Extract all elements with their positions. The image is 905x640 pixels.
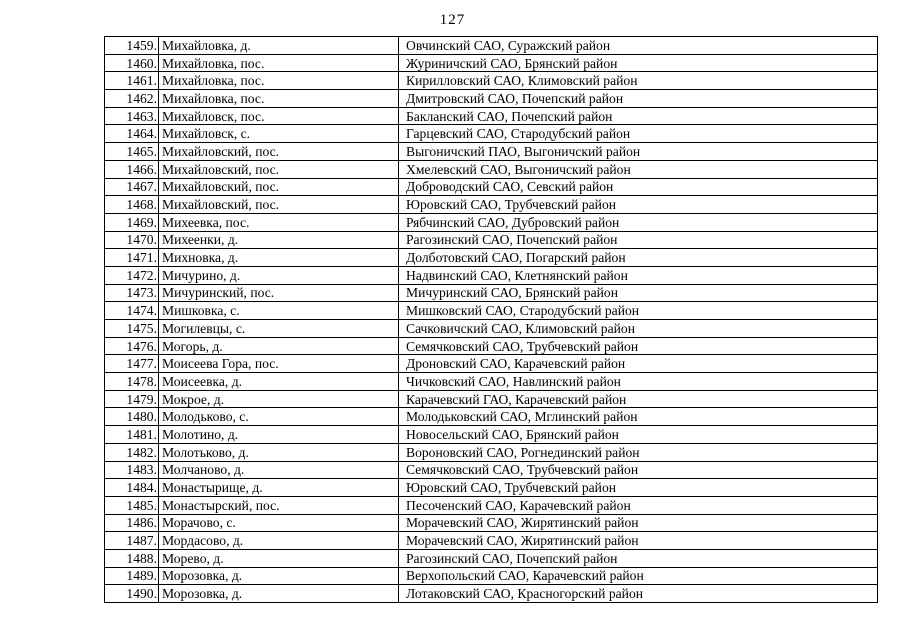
table-row [105,90,878,108]
row-number: 1465. [105,143,159,161]
row-number: 1473. [105,284,159,302]
administration-district: Надвинский САО, Клетнянский район [399,266,878,284]
administration-district: Лотаковский САО, Красногорский район [399,585,878,603]
row-number: 1468. [105,196,159,214]
settlement-name: Михайловка, д. [159,37,399,55]
settlement-name: Михайловск, с. [159,125,399,143]
row-number: 1487. [105,532,159,550]
settlement-name: Морево, д. [159,549,399,567]
administration-district: Молодьковский САО, Мглинский район [399,408,878,426]
table-row [105,479,878,497]
table-row [105,443,878,461]
settlement-name: Морачово, с. [159,514,399,532]
settlement-name: Молотино, д. [159,426,399,444]
table-row [105,532,878,550]
table-row [105,408,878,426]
row-number: 1481. [105,426,159,444]
settlement-name: Мордасово, д. [159,532,399,550]
settlement-name: Михайловский, пос. [159,178,399,196]
row-number: 1469. [105,213,159,231]
row-number: 1479. [105,390,159,408]
table-row [105,266,878,284]
administration-district: Овчинский САО, Суражский район [399,37,878,55]
table-row [105,196,878,214]
settlement-name: Монастырище, д. [159,479,399,497]
administration-district: Рагозинский САО, Почепский район [399,231,878,249]
settlement-name: Могилевцы, с. [159,320,399,338]
administration-district: Мичуринский САО, Брянский район [399,284,878,302]
administration-district: Дмитровский САО, Почепский район [399,90,878,108]
administration-district: Сачковичский САО, Климовский район [399,320,878,338]
table-row [105,390,878,408]
administration-district: Хмелевский САО, Выгоничский район [399,160,878,178]
row-number: 1459. [105,37,159,55]
table-row [105,107,878,125]
table-row [105,514,878,532]
settlement-name: Морозовка, д. [159,585,399,603]
administration-district: Юровский САО, Трубчевский район [399,479,878,497]
settlement-name: Михайловка, пос. [159,72,399,90]
settlement-name: Монастырский, пос. [159,496,399,514]
table-row [105,72,878,90]
table-row [105,178,878,196]
table-row [105,125,878,143]
settlement-name: Моисеева Гора, пос. [159,355,399,373]
table-row [105,461,878,479]
administration-district: Вороновский САО, Рогнединский район [399,443,878,461]
row-number: 1470. [105,231,159,249]
table-row [105,355,878,373]
settlement-name: Михайловский, пос. [159,196,399,214]
settlement-name: Мокрое, д. [159,390,399,408]
settlement-name: Михайловка, пос. [159,54,399,72]
table-row [105,284,878,302]
administration-district: Морачевский САО, Жирятинский район [399,514,878,532]
settlement-name: Михайловка, пос. [159,90,399,108]
administration-district: Журиничский САО, Брянский район [399,54,878,72]
settlement-name: Молчаново, д. [159,461,399,479]
table-row [105,54,878,72]
row-number: 1484. [105,479,159,497]
settlement-name: Молодьково, с. [159,408,399,426]
settlement-name: Мишковка, с. [159,302,399,320]
table-row [105,337,878,355]
table-row [105,567,878,585]
row-number: 1463. [105,107,159,125]
table-row [105,496,878,514]
table-row [105,373,878,391]
table-row [105,320,878,338]
administration-district: Бакланский САО, Почепский район [399,107,878,125]
row-number: 1482. [105,443,159,461]
administration-district: Выгоничский ПАО, Выгоничский район [399,143,878,161]
row-number: 1488. [105,549,159,567]
row-number: 1478. [105,373,159,391]
administration-district: Рагозинский САО, Почепский район [399,549,878,567]
table-row [105,249,878,267]
row-number: 1471. [105,249,159,267]
administration-district: Долботовский САО, Погарский район [399,249,878,267]
settlement-name: Михновка, д. [159,249,399,267]
administration-district: Рябчинский САО, Дубровский район [399,213,878,231]
table-row [105,160,878,178]
table-row [105,37,878,55]
table-row [105,143,878,161]
administration-district: Доброводский САО, Севский район [399,178,878,196]
administration-district: Морачевский САО, Жирятинский район [399,532,878,550]
administration-district: Новосельский САО, Брянский район [399,426,878,444]
row-number: 1489. [105,567,159,585]
settlement-name: Михайловский, пос. [159,143,399,161]
administration-district: Мишковский САО, Стародубский район [399,302,878,320]
settlement-name: Морозовка, д. [159,567,399,585]
table-row [105,585,878,603]
row-number: 1472. [105,266,159,284]
settlement-name: Михайловский, пос. [159,160,399,178]
row-number: 1476. [105,337,159,355]
row-number: 1475. [105,320,159,338]
settlement-name: Мичуринский, пос. [159,284,399,302]
settlement-name: Молотьково, д. [159,443,399,461]
settlement-name: Михайловск, пос. [159,107,399,125]
row-number: 1483. [105,461,159,479]
administration-district: Семячковский САО, Трубчевский район [399,461,878,479]
settlement-name: Моисеевка, д. [159,373,399,391]
row-number: 1477. [105,355,159,373]
administration-district: Кирилловский САО, Климовский район [399,72,878,90]
row-number: 1480. [105,408,159,426]
table-row [105,231,878,249]
row-number: 1464. [105,125,159,143]
row-number: 1461. [105,72,159,90]
page-number: 127 [439,12,466,28]
table-row [105,549,878,567]
settlements-table [104,36,878,603]
administration-district: Дроновский САО, Карачевский район [399,355,878,373]
settlement-name: Михеенки, д. [159,231,399,249]
settlement-name: Могорь, д. [159,337,399,355]
row-number: 1466. [105,160,159,178]
administration-district: Юровский САО, Трубчевский район [399,196,878,214]
row-number: 1460. [105,54,159,72]
table-body [105,37,878,603]
settlement-name: Мичурино, д. [159,266,399,284]
row-number: 1490. [105,585,159,603]
administration-district: Семячковский САО, Трубчевский район [399,337,878,355]
administration-district: Карачевский ГАО, Карачевский район [399,390,878,408]
table-row [105,426,878,444]
table-row [105,213,878,231]
row-number: 1474. [105,302,159,320]
row-number: 1485. [105,496,159,514]
administration-district: Чичковский САО, Навлинский район [399,373,878,391]
administration-district: Песоченский САО, Карачевский район [399,496,878,514]
settlement-name: Михеевка, пос. [159,213,399,231]
row-number: 1486. [105,514,159,532]
administration-district: Гарцевский САО, Стародубский район [399,125,878,143]
row-number: 1462. [105,90,159,108]
table-row [105,302,878,320]
administration-district: Верхопольский САО, Карачевский район [399,567,878,585]
row-number: 1467. [105,178,159,196]
